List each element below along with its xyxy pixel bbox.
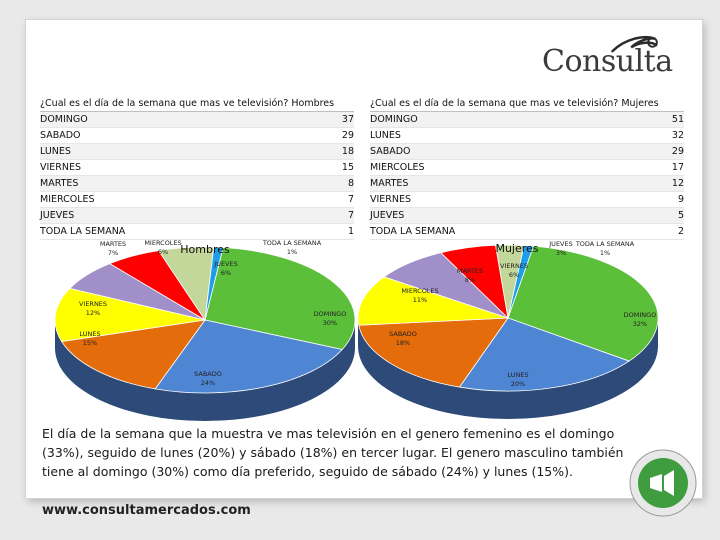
table-mujeres-title: ¿Cual es el día de la semana que mas ve televisión? Mujeres — [370, 96, 684, 112]
pie-label-jueves: JUEVES 3% — [549, 240, 573, 257]
row-label: TODA LA SEMANA — [370, 226, 456, 237]
row-label: DOMINGO — [40, 114, 88, 125]
caption-text: El día de la semana que la muestra ve mas televisión en el genero femenino es el domingo (33%), seguido de lunes (20%) y sábado (18%) en tercer lugar. El genero masculino también tiene al domingo (30%) como día preferido, seguido de sábado (24%) y lunes (15%). — [42, 426, 624, 479]
row-value: 2 — [677, 226, 684, 237]
pie-label-sabado: SABADO 18% — [389, 330, 417, 347]
pie-label-domingo: DOMINGO 32% — [623, 311, 657, 328]
pie-chart-hombres — [55, 239, 355, 421]
row-value: 18 — [341, 146, 354, 157]
website-link[interactable]: www.consultamercados.com — [42, 503, 251, 518]
row-label: JUEVES — [40, 210, 75, 221]
pie-label-domingo: DOMINGO 30% — [313, 310, 347, 327]
row-label: MARTES — [370, 178, 409, 189]
pie-label-miercoles: MIERCOLES 11% — [401, 287, 439, 304]
brand-logo-text: Consulta — [542, 44, 673, 79]
row-label: LUNES — [40, 146, 71, 157]
pie-label-miercoles: MIERCOLES 6% — [144, 239, 182, 256]
pie-label-lunes: LUNES 20% — [507, 371, 529, 388]
pie-label-jueves: JUEVES 6% — [214, 260, 238, 277]
row-value: 17 — [671, 162, 684, 173]
pie-label-viernes: VIERNES 6% — [499, 262, 529, 279]
row-value: 51 — [671, 114, 684, 125]
pie-label-viernes: VIERNES 12% — [78, 300, 108, 317]
pie-label-sabado: SABADO 24% — [194, 370, 222, 387]
pie-label-toda-la-semana: TODA LA SEMANA 1% — [575, 240, 635, 257]
row-label: JUEVES — [370, 210, 405, 221]
pie-label-lunes: LUNES 15% — [79, 330, 101, 347]
table-hombres-title: ¿Cual es el día de la semana que mas ve televisión? Hombres — [40, 96, 354, 112]
pie-chart-mujeres — [358, 240, 658, 419]
row-label: TODA LA SEMANA — [40, 226, 126, 237]
row-value: 7 — [347, 194, 354, 205]
pie-label-martes: MARTES 8% — [456, 267, 484, 284]
row-label: VIERNES — [40, 162, 82, 173]
membership-seal-icon — [628, 448, 698, 518]
pie-label-martes: MARTES 7% — [99, 240, 127, 257]
pie-title: Mujeres — [495, 242, 539, 255]
row-value: 1 — [347, 226, 354, 237]
row-label: LUNES — [370, 130, 401, 141]
row-value: 8 — [347, 178, 354, 189]
pie-title: Hombres — [180, 243, 230, 256]
row-value: 29 — [671, 146, 684, 157]
row-label: VIERNES — [370, 194, 412, 205]
row-value: 9 — [677, 194, 684, 205]
row-label: SABADO — [370, 146, 411, 157]
row-value: 32 — [671, 130, 684, 141]
row-value: 7 — [347, 210, 354, 221]
row-value: 15 — [341, 162, 354, 173]
row-value: 12 — [671, 178, 684, 189]
pie-label-toda-la-semana: TODA LA SEMANA 1% — [262, 239, 322, 256]
row-value: 37 — [341, 114, 354, 125]
row-label: DOMINGO — [370, 114, 418, 125]
row-value: 29 — [341, 130, 354, 141]
row-label: MARTES — [40, 178, 79, 189]
row-label: SABADO — [40, 130, 81, 141]
row-value: 5 — [677, 210, 684, 221]
row-label: MIERCOLES — [370, 162, 425, 173]
row-label: MIERCOLES — [40, 194, 95, 205]
